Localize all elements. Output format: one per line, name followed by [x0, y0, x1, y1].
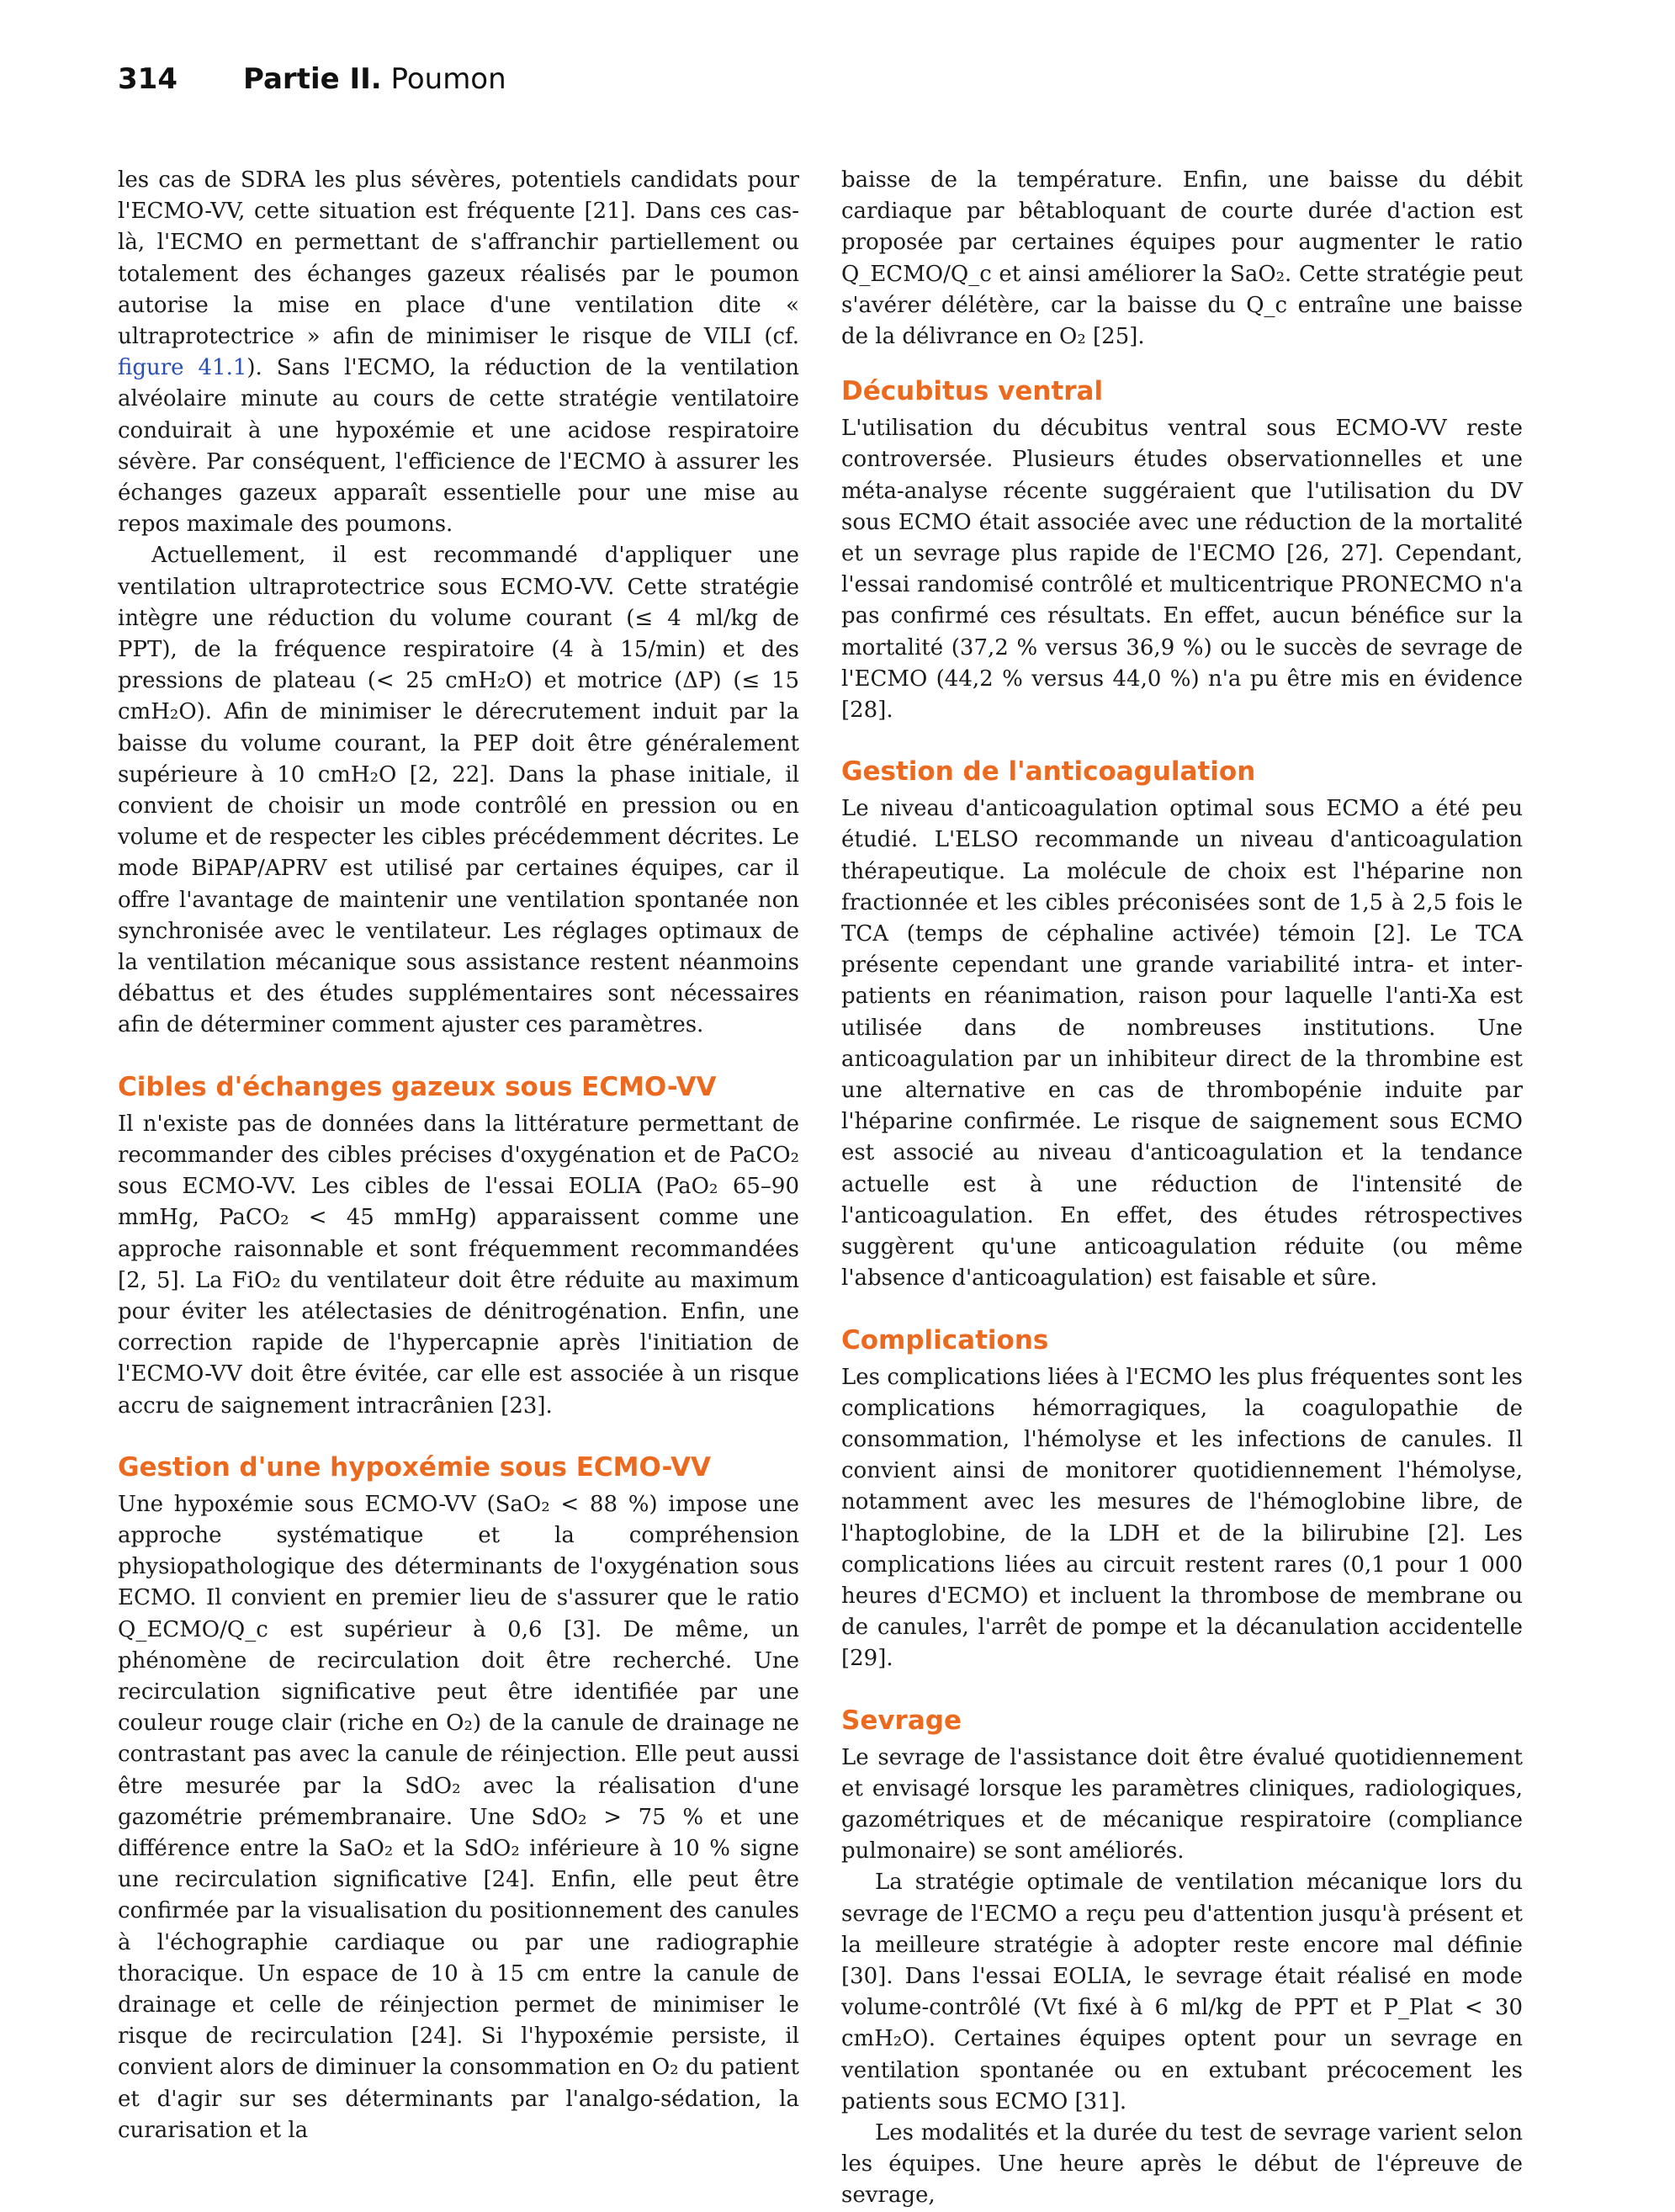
paragraph-text: ). Sans l'ECMO, la réduction de la ventilation alvéolaire minute au cours de cette stratégie ventilatoire conduirait à une hypoxémie et une acidose respiratoire sévère. Par conséquent, l'efficience de l'ECMO à assurer les échanges gazeux apparaît essentielle pour une mise au repos maximale des poumons.: [118, 355, 799, 538]
paragraph: Les complications liées à l'ECMO les plus fréquentes sont les complications hémorragiques, la coagulopathie de consommation, l'hémolyse et les infections de canules. Il convient ainsi de monitorer quotidiennement l'hémolyse, notamment avec les mesures de l'hémoglobine libre, de l'haptoglobine, de la LDH et de la bilirubine [2]. Les complications liées au circuit restent rares (0,1 pour 1 000 heures d'ECMO) et incluent la thrombose de membrane ou de canules, l'arrêt de pompe et la décanulation accidentelle [29].: [841, 1364, 1523, 1672]
running-header: [118, 62, 506, 96]
section-heading-complications: Complications: [841, 1324, 1049, 1355]
figure-link[interactable]: figure 41.1: [118, 355, 247, 381]
page-number: 314: [118, 62, 178, 96]
paragraph: Le sevrage de l'assistance doit être évalué quotidiennement et envisagé lorsque les paramètres cliniques, radiologiques, gazométriques et de mécanique respiratoire (compliance pulmonaire) se sont améliorés.: [841, 1744, 1523, 1865]
right-column: [841, 165, 1523, 2212]
part-label: Partie II.: [242, 62, 382, 96]
paragraph: Les modalités et la durée du test de sevrage varient selon les équipes. Une heure après le début de l'épreuve de sevrage,: [841, 2119, 1523, 2209]
paragraph: Il n'existe pas de données dans la littérature permettant de recommander des cibles précises d'oxygénation et de PaCO₂ sous ECMO-VV. Les cibles de l'essai EOLIA (PaO₂ 65–90 mmHg, PaCO₂ < 45 mmHg) apparaissent comme une approche raisonnable et sont fréquemment recommandées [2, 5]. La FiO₂ du ventilateur doit être réduite au maximum pour éviter les atélectasies de dénitrogénation. Enfin, une correction rapide de l'hypercapnie après l'initiation de l'ECMO-VV doit être évitée, car elle est associée à un risque accru de saignement intracrânien [23].: [118, 1111, 799, 1419]
paragraph: La stratégie optimale de ventilation mécanique lors du sevrage de l'ECMO a reçu peu d'attention jusqu'à présent et la meilleure stratégie à adopter reste encore mal définie [30]. Dans l'essai EOLIA, le sevrage était réalisé en mode volume-contrôlé (Vt fixé à 6 ml/kg de PPT et P_Plat < 30 cmH₂O). Certaines équipes optent pour un sevrage en ventilation spontanée ou en extubant précocement les patients sous ECMO [31].: [841, 1870, 1523, 2114]
paragraph-text: les cas de SDRA les plus sévères, potentiels candidats pour l'ECMO-VV, cette situation est fréquente [21]. Dans ces cas-là, l'ECMO en permettant de s'affranchir partiellement ou totalement des échanges gazeux réalisés par le poumon autorise la mise en place d'une ventilation dite « ultraprotectrice » afin de minimiser le risque de VILI (cf.: [118, 167, 799, 350]
section-heading-decubitus: Décubitus ventral: [841, 376, 1104, 407]
paragraph: Actuellement, il est recommandé d'appliquer une ventilation ultraprotectrice sous ECMO-VV. Cette stratégie intègre une réduction du volume courant (≤ 4 ml/kg de PPT), de la fréquence respiratoire (4 à 15/min) et des pressions de plateau (< 25 cmH₂O) et motrice (ΔP) (≤ 15 cmH₂O). Afin de minimiser le dérecrutement induit par la baisse du volume courant, la PEP doit être généralement supérieure à 10 cmH₂O [2, 22]. Dans la phase initiale, il convient de choisir un mode contrôlé en pression ou en volume et de respecter les cibles précédemment décrites. Le mode BiPAP/APRV est utilisé par certaines équipes, car il offre l'avantage de maintenir une ventilation spontanée non synchronisée avec le ventilateur. Les réglages optimaux de la ventilation mécanique sous assistance restent néanmoins débattus et des études supplémentaires sont nécessaires afin de déterminer comment ajuster ces paramètres.: [118, 543, 799, 1038]
section-heading-anticoagulation: Gestion de l'anticoagulation: [841, 756, 1256, 788]
paragraph: [118, 165, 799, 540]
section-heading-hypoxemie: Gestion d'une hypoxémie sous ECMO-VV: [118, 1451, 712, 1483]
paragraph: Une hypoxémie sous ECMO-VV (SaO₂ < 88 %) impose une approche systématique et la compréhension physiopathologique des déterminants de l'oxygénation sous ECMO. Il convient en premier lieu de s'assurer que le ratio Q_ECMO/Q_c est supérieur à 0,6 [3]. De même, un phénomène de recirculation doit être recherché. Une recirculation significative peut être identifiée par une couleur rouge clair (riche en O₂) de la canule de drainage ne contrastant pas avec la canule de réinjection. Elle peut aussi être mesurée par la SdO₂ avec la réalisation d'une gazométrie prémembranaire. Une SdO₂ > 75 % et une différence entre la SaO₂ et la SdO₂ inférieure à 10 % signe une recirculation significative [24]. Enfin, elle peut être confirmée par la visualisation du positionnement des canules à l'échographie cardiaque ou par une radiographie thoracique. Un espace de 10 à 15 cm entre la canule de drainage et celle de réinjection permet de minimiser le risque de recirculation [24]. Si l'hypoxémie persiste, il convient alors de diminuer la consommation en O₂ du patient et d'agir sur ses déterminants par l'analgo-sédation, la curarisation et la: [118, 1491, 799, 2143]
paragraph: baisse de la température. Enfin, une baisse du débit cardiaque par bêtabloquant de courte durée d'action est proposée par certaines équipes pour augmenter le ratio Q_ECMO/Q_c et ainsi améliorer la SaO₂. Cette stratégie peut s'avérer délétère, car la baisse du Q_c entraîne une baisse de la délivrance en O₂ [25].: [841, 167, 1523, 350]
section-heading-sevrage: Sevrage: [841, 1705, 962, 1736]
paragraph: Le niveau d'anticoagulation optimal sous ECMO a été peu étudié. L'ELSO recommande un niveau d'anticoagulation thérapeutique. La molécule de choix est l'héparine non fractionnée et les cibles préconisées sont de 1,5 à 2,5 fois le TCA (temps de céphaline activée) témoin [2]. Le TCA présente cependant une grande variabilité intra- et inter-patients en réanimation, raison pour laquelle l'anti-Xa est utilisée dans de nombreuses institutions. Une anticoagulation par un inhibiteur direct de la thrombine est une alternative en cas de thrombopénie induite par l'héparine confirmée. Le risque de saignement sous ECMO est associé au niveau d'anticoagulation et la tendance actuelle est à une réduction de l'intensité de l'anticoagulation. En effet, des études rétrospectives suggèrent qu'une anticoagulation réduite (ou même l'absence d'anticoagulation) est faisable et sûre.: [841, 796, 1523, 1292]
part-title: Poumon: [390, 62, 506, 96]
left-column: [118, 165, 799, 2146]
section-heading-cibles: Cibles d'échanges gazeux sous ECMO-VV: [118, 1071, 717, 1102]
paragraph: L'utilisation du décubitus ventral sous ECMO-VV reste controversée. Plusieurs études observationnelles et une méta-analyse récente suggéraient que l'utilisation du DV sous ECMO était associée avec une réduction de la mortalité et un sevrage plus rapide de l'ECMO [26, 27]. Cependant, l'essai randomisé contrôlé et multicentrique PRONECMO n'a pas confirmé ces résultats. En effet, aucun bénéfice sur la mortalité (37,2 % versus 36,9 %) ou le succès de sevrage de l'ECMO (44,2 % versus 44,0 %) n'a pu être mis en évidence [28].: [841, 416, 1523, 724]
